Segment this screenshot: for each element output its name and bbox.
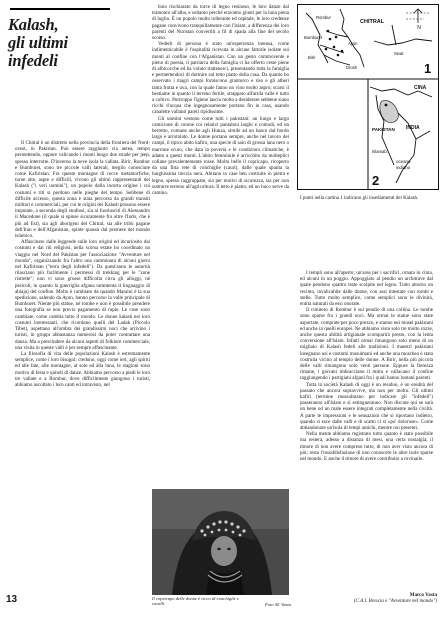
article-title	[8, 16, 116, 70]
kalash-woman-photo	[152, 489, 289, 595]
map-label-indiano: indiano	[396, 165, 411, 170]
region-map	[297, 4, 439, 190]
title-line-1: Kalash,	[8, 15, 59, 34]
author-signature	[342, 592, 437, 604]
paragraph: I templi sono all'aperto; un'area per i sacrifici, ornata in cima, ed alcuni in un poggio. Appoggiato al pendio un architrave dal quale pendono quattro teste scolpite nel legno. Tutto attorno un recinto, invalicabile dalle donne, con assi intestate con rombi e stelle. Tutto molto semplice, come semplici sono le divinità, entità naturali da essi onorate.	[300, 270, 433, 308]
photo-credit: Foto M. Vasta	[265, 602, 291, 607]
paragraph: buio rischiarato da torce di legno resinoso, le loro danze dal tramonto all'alba, e soltanto perché eravamo giunti per la luna piena di luglio. È un popolo molto tollerante ed ospitale, le loro credenze pagane convivono tranquillamente con l'Islam, a differenza dei loro parenti del Nuristan convertiti a fil di spada alla fine del secolo scorso.	[152, 4, 289, 42]
photo-caption: Il copricapo delle donne è ricco di conchiglie e coralli.	[152, 596, 239, 607]
paragraph: Tutta la società Kalash di oggi è un residuo, è un eredità del passato che ancora sopravvive, ma non per molto. Gli ultimi kafiri (termine mussulmano per indicare gli "infedeli") passeranno all'Islam e si estingueranno. Non discute qui se sarà un bene od un male essere integrati completamente nella civiltà. A parte le impressioni e le sensazioni che si riportano indietro, quando si esce dalle valli e di scatto ci si «po' dolorose». Come abbandonare un'isola di tempi antichi, mentre noi presenti.	[300, 381, 433, 432]
map-label-drosh: Drosh	[346, 65, 358, 70]
north-label: N	[417, 25, 421, 31]
text-column-1	[15, 140, 150, 605]
text-column-2	[152, 4, 289, 487]
map-label-pakistan: PAKISTAN	[372, 127, 395, 132]
paragraph: Gli uomini vestono come tutti i pakistani: un lungo e largo camicione di cotone coi relativi pantaloni larghi e comodi, ed un berretto, comune anche agli Hunza, simile ad un basco dal bordo largo e arrotolato. Le donne portano sempre, anche nel lavoro dei campi, il tipico abito kafiro, una specie di saio di grossa lana nero o marrone scuro, che data la povertà e le condizioni climatiche, è adatto a questi monti. L'abito femminile è arricchito da molteplici collane prevalentemente rosse. Molto bello il copricapo, ricoperto da una fitta rete di conchiglie (cauri), dalle quale spunta la lunghissima treccia nera. Abitano in case ben costruite in pietra e legno, spesso raggruppate, sia per motivi di sicurezza, sia per non sottrarre terreno all'agricoltura. Il tetto è piatto, ed un buco serve da camino.	[152, 115, 289, 197]
author-affiliation: (C.A.I. Brescia e "Avventure nel mondo")	[353, 598, 437, 604]
map-caption: I punti nella cartina 1 indicano gli insediamenti dei Kalash.	[300, 196, 419, 201]
author-name: Marco Vasta	[409, 592, 437, 598]
title-rule	[10, 8, 110, 10]
map-number-1: 1	[424, 61, 432, 76]
paragraph: Nella mente abbiamo registrato tutto quanto è stato possibile ma resterà, adesso a distanza di mesi, una certa nostalgia; il timore di non avere compreso tutto, di non aver visto ancora di più; resta l'insoddisfazione di non conoscere le altre isole sparse nel mondo. E anche il timore di avere contribuito a rovinarle.	[300, 431, 433, 463]
map-label-bumburet: Bumburet	[304, 35, 323, 40]
paragraph: Vederli di persona è stato un'esperienza intensa, come indimenticabile è l'ospitalità ricevuta in alcune fattorie isolate sui monti al confine con l'Afganistan. Con un gesto commovente e pieno di poesia, il patriarca della famiglia ci ha offerto ceste piene di albicocche ed ha voluto trattenerci, presentando tutta la famiglia e permettendoci di dormire sul tetto piatto della casa. Da quanto ho osservato i magri campi forniscono granturco e riso e gli alberi tanta frutta e uva, con la quale fanno un vino molto aspro; scarsi il bestiame in quanto il terreno fertile, strappato all'arida valle è tutto a coltivo. Purtroppo l'igiene lascia molto a desiderare sebbene siano ricchi d'acqua che ingegnosamente portano fin in casa, usando canalette vallanti pareti ripidissime.	[152, 41, 289, 116]
map-number-2: 2	[372, 173, 380, 188]
photo-illustration	[152, 489, 289, 595]
map-label-ayun: Ayun	[348, 41, 358, 46]
title-line-2: gli ultimi infedeli	[8, 33, 68, 70]
paragraph: La filosofia di vita delle popolazioni Kalash è estremamente semplice, come i loro bisogni; credono, oggi come ieri, agli spiriti ed alle fate, alle montagne, al sole ed alla luna, le stagioni sono motivo di festa e quindi di danze. Abbiamo percorso a piedi le loro tre vallate e a Rombur, dove difficilmente giungono i turisti, abbiamo ascoltato i loro canti ed intravisto, nel	[15, 350, 150, 388]
map-label-islamabad: Islamab.	[372, 149, 388, 154]
text-column-3	[300, 270, 433, 590]
map-drawing	[298, 5, 438, 189]
paragraph: Affascinato dalle leggende sulle loro origini ed incuriosito dai costumi e dai riti religiosi, nella scorsa estate ho coordinato un viaggio nel Nord del Pakistan per l'associazione "Avventure nel mondo", organizzando fra l'altro una camminata di alcuni giorni nel Kafiristan ("terra degli infedeli"). Da quest'anno le autorità rilasciano più facilmente i permessi di trekking per le "zone ristrette"; non vi sono grosse difficoltà circa gli alloggi, né pericoli, in quanto la guerriglia afgana rammenta il linguaggio di ablajuj del confine. Molto è cambiato da quando Maraini è la sua spedizione, salendo da Ayun, hanno percorso la valle principale di Bumburet. Niente più statue, né tombe e non è possibile prendere una fotografia se non previo pagamento di rupie. Le cose sono cambiate, come cambia tutto il mondo. Le donne kalash nei loro costumi interessanti, che ricordano quelli del Ladak (Piccolo Tibet), aspettano all'ombra dei grandissimi noci che arrivino i turisti, in gruppi abbastanza numerosi da poter contrattare una danza. Ma a prescindere da alcuni aspetti di folklore commerciale, una visita in queste valli è per sempre affascinante.	[15, 239, 150, 351]
map-label-oceano: oceano	[396, 159, 411, 164]
paragraph: Il cimitero di Rombur è sul pendio di una collina. Le tombe sono sparse fra i grandi noci. Ma ormai le statue sono state asportate, comprate per poco prezzo, e stanno nei musei pakistani ed anche in quelli europei. Ne abbiamo visto solo tre molto rozze, anche questa abilità artigianale scomparirà presto, con la lenta conversione all'Islam. Infatti ormai rimangono solo meno di un migliaio di Kalash fedeli alle tradizioni. I maestri pakistani insegnano usi e costumi musulmani ed anche una moschea è stata costruita vicino al tempio delle donne. A Birir, nella più piccola delle valli rimangono solo venti persone. Eppure la fierezza rimane, i giovani imbracciano il mitra e vallacano il confine raggiungendo i partigiani afgani fra i quali hanno lontani parenti.	[300, 307, 433, 382]
page-number: 13	[6, 594, 18, 605]
map-label-chitral: CHITRAL	[360, 19, 385, 25]
map-label-swat: Swat	[394, 51, 404, 56]
map-label-cina: CINA	[414, 85, 427, 91]
map-label-birir: Birir	[308, 55, 316, 60]
map-label-india: INDIA	[406, 125, 420, 131]
paragraph: Il Chitral è un distretto nella provincia della frontiera del Nord-ovest, in Pakistan. Può essere raggiunto via aerea, tempo permettendo, oppure valicando i monti lungo due strade per jeep, spesso interrotte. D'inverno la neve isola la vallata. Birir, Rombur e Bumburet, sono tre piccole valli laterali, meglio conosciute come Kafiristan. Fra queste montagne di rocce metamorfiche, turne alte, aspre e difficili, vivono gli ultimi rappresentanti dei Kalash ("i veri uomini"), un popolo dalla incerta origine i cui costumi e riti si perdono nelle pieghe del tempo. Sebbene di difficile accesso, questa zona è stata percorsa da grandi transiti militari e commerciali, per cui le origini dei Kalash possono essere imputate, a seconda degli studiosi, sia ai fuoriusciti di Alessandro il Macedone (il quale si spinse sicuramente fin oltre l'Indo, che è più ad Est), sia agli aborigeni del Chitral, sia alle tribù pagane dell'Iran e dell'Afganistan, spinte quassù dal premere del mondo islamico.	[15, 140, 150, 240]
map-label-rombur: Rombur	[316, 15, 331, 20]
